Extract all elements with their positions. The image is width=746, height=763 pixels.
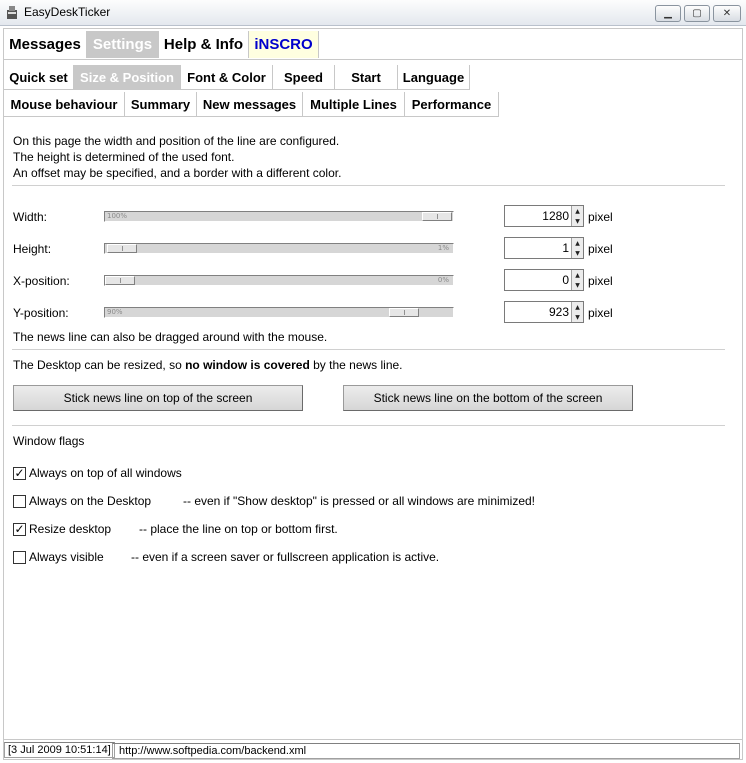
always-visible-checkbox[interactable] [13,551,26,564]
slider-percent: 90% [107,308,123,316]
tab-label: Summary [130,96,191,112]
divider [12,185,725,186]
tab-language[interactable] [398,65,470,89]
tab-label: Mouse behaviour [10,96,118,112]
title-bar[interactable] [0,0,746,26]
x-position-value: 0 [562,273,569,287]
tab-start[interactable] [335,65,398,89]
tab-label: Settings [92,36,153,53]
always-on-top-label[interactable]: Always on top of all windows [29,466,182,480]
tab-label: Quick set [9,69,68,85]
always-on-desktop-label[interactable]: Always on the Desktop [29,494,152,508]
main-tab-bar [4,31,319,58]
x-position-spinner[interactable] [504,269,584,291]
close-icon: ✕ [722,8,732,19]
close-button[interactable] [713,5,741,22]
width-value: 1280 [542,209,569,223]
tab-font-color[interactable] [181,65,273,89]
height-value: 1 [562,241,569,255]
tab-label: Size & Position [80,69,174,85]
slider-thumb[interactable] [107,244,137,253]
resize-note [13,358,403,372]
status-bar [4,739,742,759]
height-slider[interactable] [104,243,454,254]
resize-note-text: The Desktop can be resized, so [13,358,186,372]
intro-line: On this page the width and position of the line are configured. [13,134,340,148]
window-title: EasyDeskTicker [24,5,111,19]
minimize-icon: ▁ [664,8,672,19]
resize-desktop-checkbox[interactable] [13,523,26,536]
tab-label: Speed [283,69,323,85]
spin-down-icon[interactable]: ▼ [571,216,583,226]
always-on-desktop-checkbox[interactable] [13,495,26,508]
slider-thumb[interactable] [389,308,419,317]
always-on-desktop-note: -- even if "Show desktop" is pressed or all windows are minimized! [183,494,535,508]
drag-note: The news line can also be dragged around with the mouse. [13,330,328,344]
spin-up-icon[interactable]: ▲ [571,270,583,280]
unit-label: pixel [588,242,613,256]
main-panel [3,28,743,760]
spin-up-icon[interactable]: ▲ [571,302,583,312]
tab-label: Performance [411,96,492,112]
divider [12,349,725,350]
resize-note-bold: no window is covered [185,358,310,372]
status-url: http://www.softpedia.com/backend.xml [112,743,740,759]
divider [12,425,725,426]
always-visible-label[interactable]: Always visible [29,550,104,564]
tab-help-info[interactable] [159,31,249,58]
tab-performance[interactable] [405,92,499,116]
resize-desktop-label[interactable]: Resize desktop [29,522,112,536]
minimize-button[interactable] [655,5,681,22]
tab-settings[interactable] [87,31,159,58]
check-icon: ✓ [14,466,25,480]
slider-percent: 0% [437,276,449,284]
tab-quick-set[interactable] [4,65,74,89]
maximize-button[interactable] [684,5,710,22]
spin-down-icon[interactable]: ▼ [571,312,583,322]
unit-label: pixel [588,306,613,320]
width-slider[interactable] [104,211,454,222]
tab-label: iNSCRO [254,36,313,53]
slider-percent: 100% [107,212,128,220]
slider-percent: 1% [437,244,449,252]
width-spinner[interactable] [504,205,584,227]
window-flags-title: Window flags [13,434,85,448]
intro-line: The height is determined of the used font. [13,150,235,164]
width-label: Width: [13,210,48,224]
spin-down-icon[interactable]: ▼ [571,280,583,290]
tab-label: Multiple Lines [310,96,397,112]
tab-inscro[interactable] [249,31,319,58]
tab-label: Messages [9,36,81,53]
y-position-label: Y-position: [13,306,69,320]
spin-up-icon[interactable]: ▲ [571,206,583,216]
height-spinner[interactable] [504,237,584,259]
resize-note-text: by the news line. [309,358,403,372]
tab-label: New messages [202,96,297,112]
spin-down-icon[interactable]: ▼ [571,248,583,258]
tab-label: Font & Color [187,69,266,85]
y-position-slider[interactable] [104,307,454,318]
sub-tab-bar-1 [4,65,470,89]
maximize-icon: ▢ [692,8,702,19]
stick-bottom-button[interactable]: Stick news line on the bottom of the screen [343,385,633,411]
resize-desktop-note: -- place the line on top or bottom first. [139,522,338,536]
always-on-top-checkbox[interactable] [13,467,26,480]
x-position-slider[interactable] [104,275,454,286]
status-timestamp: [3 Jul 2009 10:51:14] [4,742,115,758]
tab-new-messages[interactable] [197,92,303,116]
y-position-spinner[interactable] [504,301,584,323]
tab-label: Help & Info [163,36,244,53]
stick-top-button[interactable]: Stick news line on top of the screen [13,385,303,411]
tab-messages[interactable] [4,31,87,58]
height-label: Height: [13,242,52,256]
y-position-value: 923 [548,305,569,319]
tab-label: Language [402,69,465,85]
tab-summary[interactable] [125,92,197,116]
unit-label: pixel [588,274,613,288]
tab-mouse-behaviour[interactable] [4,92,125,116]
tab-size-position[interactable] [74,65,181,89]
app-icon [6,5,18,20]
sub-tab-bar-2 [4,92,499,116]
tab-speed[interactable] [273,65,335,89]
slider-thumb[interactable] [105,276,135,285]
unit-label: pixel [588,210,613,224]
check-icon: ✓ [14,522,25,536]
tab-multiple-lines[interactable] [303,92,405,116]
x-position-label: X-position: [13,274,70,288]
tab-label: Start [351,69,381,85]
always-visible-note: -- even if a screen saver or fullscreen application is active. [131,550,440,564]
spin-up-icon[interactable]: ▲ [571,238,583,248]
slider-thumb[interactable] [422,212,452,221]
intro-line: An offset may be specified, and a border with a different color. [13,166,342,180]
